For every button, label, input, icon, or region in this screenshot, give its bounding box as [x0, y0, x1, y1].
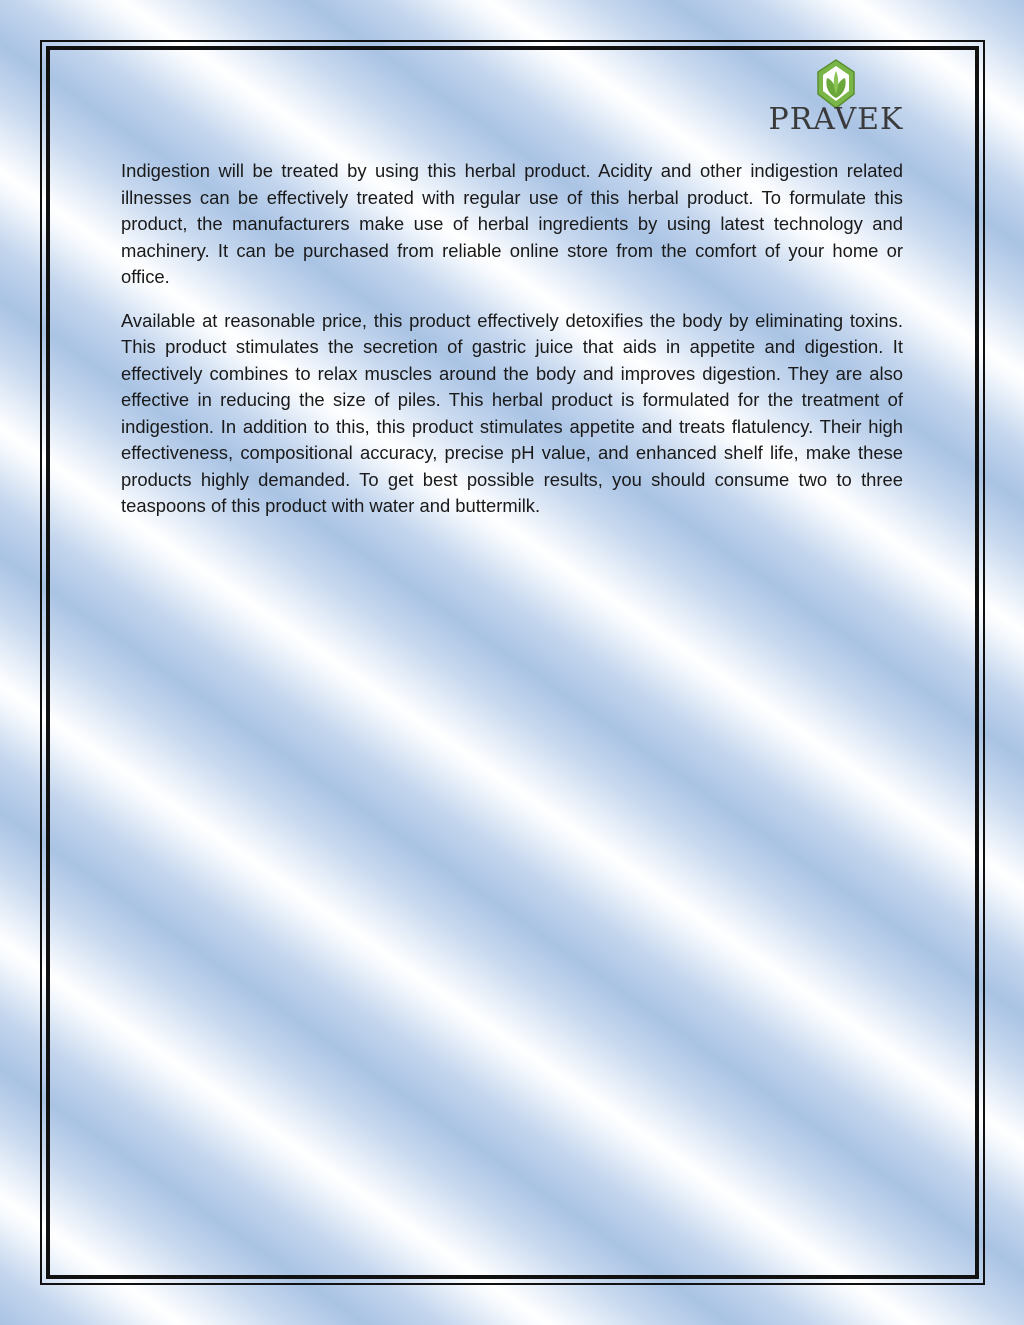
brand-name: PRAVEK	[768, 102, 904, 137]
paragraph: Available at reasonable price, this product effectively detoxifies the body by eliminating toxins. This product stimulates the secretion of gastric juice that aids in appetite and digestion. It effectively combines to relax muscles around the body and improves digestion. They are also effective in reducing the size of piles. This herbal product is formulated for the treatment of indigestion. In addition to this, this product stimulates appetite and treats flatulency. Their high effectiveness, compositional accuracy, precise pH value, and enhanced shelf life, make these products highly demanded. To get best possible results, you should consume two to three teaspoons of this product with water and buttermilk.	[121, 309, 903, 516]
pravek-logo	[766, 58, 906, 138]
paragraph: Indigestion will be treated by using this herbal product. Acidity and other indigestion related illnesses can be effectively treated with regular use of this herbal product. To formulate this product, the manufacturers make use of herbal ingredients by using latest technology and machinery. It can be purchased from reliable online store from the comfort of your home or office.	[121, 160, 903, 287]
document-body	[121, 158, 903, 537]
